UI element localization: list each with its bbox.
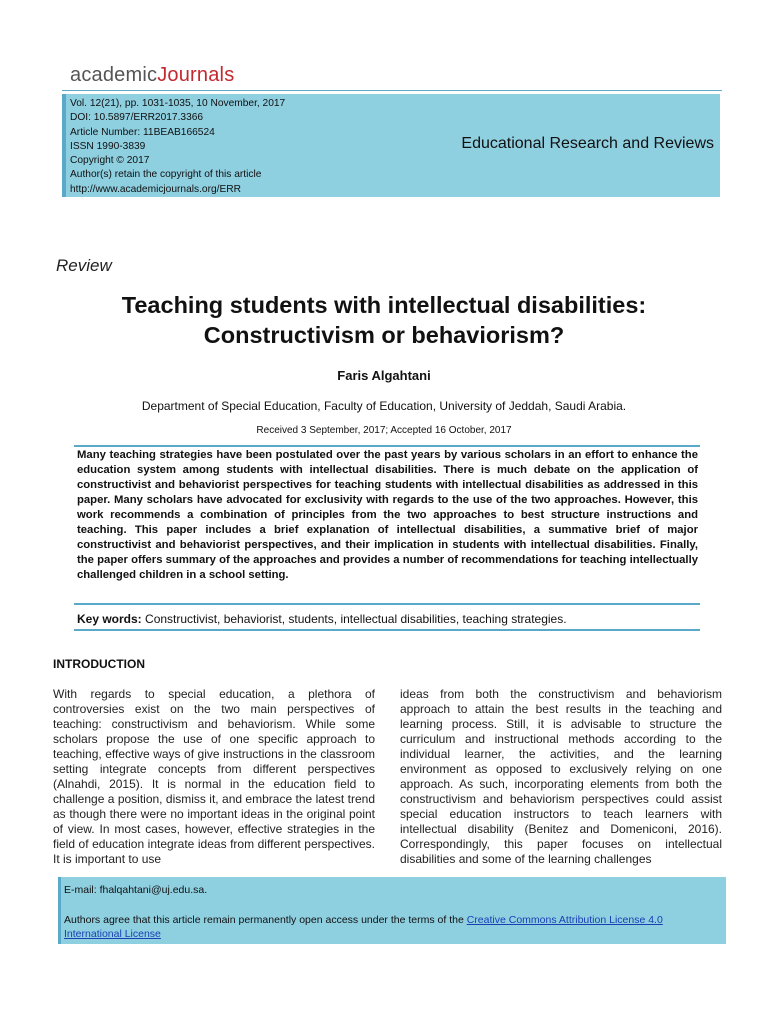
abstract: Many teaching strategies have been postulated over the past years by various scholars in an effort to enhance the education system among students with intellectual disabilities. There is much debate on the application of constructivist and behaviorist perspectives for teaching students with intellectual disabilities as addressed in this paper. Many scholars have advocated for exclusivity with regards to the use of the two approaches. However, this work recommends a combination of principles from the two approaches to best structure instructions and teaching. This paper includes a brief explanation of intellectual disabilities, a summative brief of major constructivist and behaviorist perspectives, and their implication in students with intellectual disabilities. Finally, the paper offers summary of the approaches and provides a number of recommendations for teaching intellectually challenged children in a school setting. [77,449,698,581]
article-info-box [62,94,720,197]
keywords-bottom-rule [74,629,700,631]
journal-name: Educational Research and Reviews [461,135,714,152]
meta-article-number: Article Number: 11BEAB166524 [70,126,215,138]
article-meta [70,97,285,197]
section-heading-introduction: INTRODUCTION [53,657,145,671]
received-accepted-dates: Received 3 September, 2017; Accepted 16 October, 2017 [256,425,512,436]
publisher-logo [70,64,234,87]
article-title [40,290,728,350]
abstract-top-rule [74,445,700,447]
footer-box [58,877,726,944]
author-name: Faris Algahtani [337,368,431,383]
meta-copyright: Copyright © 2017 [70,155,150,167]
article-type: Review [56,256,112,275]
header-divider [62,90,722,91]
license-statement [64,913,714,941]
keywords [77,612,567,626]
logo-part-academic: academic [70,64,158,86]
keywords-list: Constructivist, behaviorist, students, intellectual disabilities, teaching strategies. [141,612,567,626]
meta-url[interactable]: http://www.academicjournals.org/ERR [70,183,241,195]
license-link[interactable]: Creative Commons Attribution License 4.0 International License [64,914,663,940]
logo-part-journals: Journals [157,64,235,86]
title-line-1: Teaching students with intellectual disabilities: [121,292,647,318]
title-line-2: Constructivism or behaviorism? [203,322,565,348]
license-text: Authors agree that this article remain permanently open access under the terms of the [64,914,467,926]
meta-doi: DOI: 10.5897/ERR2017.3366 [70,112,204,124]
meta-rights: Author(s) retain the copyright of this article [70,169,262,181]
author-email[interactable]: E-mail: fhalqahtani@uj.edu.sa. [64,884,208,896]
keywords-label: Key words: [77,612,142,626]
meta-volume: Vol. 12(21), pp. 1031-1035, 10 November, 2017 [70,98,286,109]
author-affiliation: Department of Special Education, Faculty of Education, University of Jeddah, Saudi Arabia. [141,399,627,413]
body-column-left: With regards to special education, a plethora of controversies exist on the two main perspectives of teaching: constructivism and behaviorism. While some scholars propose the use of one specific approach to teaching, effective ways of give instructions in the classroom setting integrate concepts from different perspectives (Alnahdi, 2015). It is normal in the education field to challenge a position, dismiss it, and embrace the latest trend as though there were no important ideas in the original point of view. In most cases, however, effective strategies in the field of education integrate ideas from different perspectives. It is important to use [53,687,375,866]
body-column-right: ideas from both the constructivism and behaviorism approach to attain the best results in the teaching and learning process. Still, it is advisable to structure the curriculum and instructional methods according to the individual learner, the activities, and the learning environment as opposed to exclusively relying on one approach. As such, incorporating elements from both the constructivism and behaviorism perspectives could assist special education instructors to teach learners with intellectual disability (Benitez and Domeniconi, 2016). Correspondingly, this paper focuses on intellectual disabilities and some of the learning challenges [400,687,722,866]
meta-issn: ISSN 1990-3839 [70,140,146,152]
abstract-bottom-rule [74,603,700,605]
